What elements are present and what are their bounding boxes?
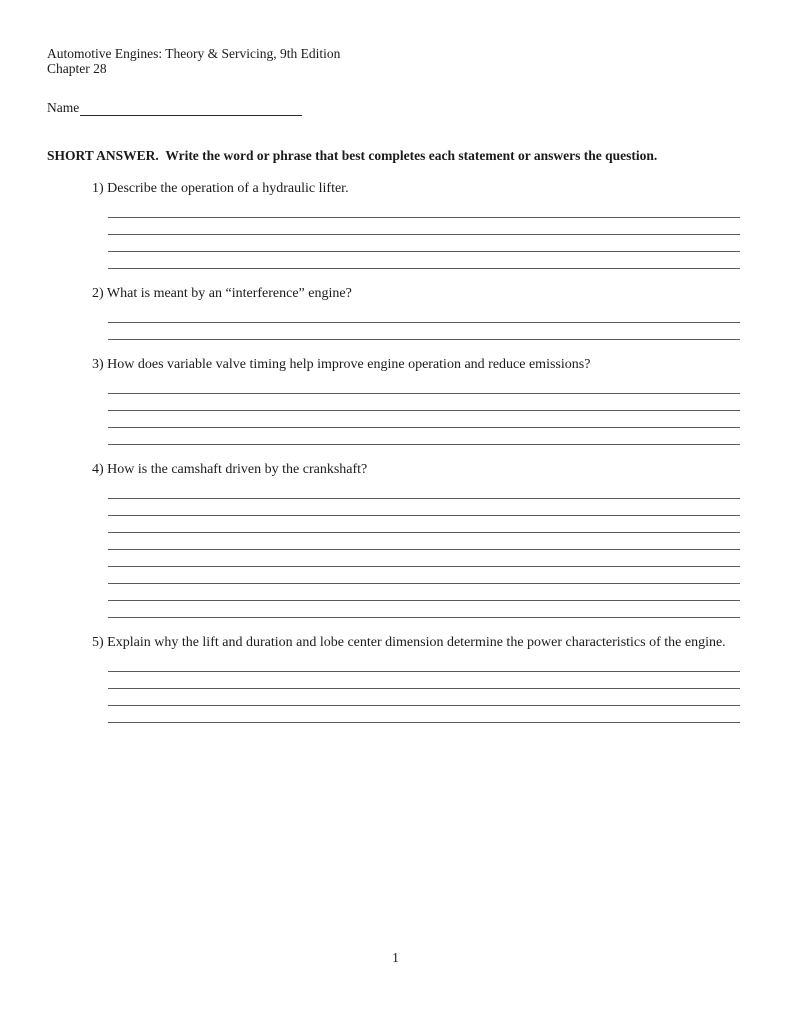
answer-blank-line <box>108 323 740 340</box>
document-header <box>47 46 742 76</box>
chapter-label: Chapter 28 <box>47 61 107 76</box>
answer-lines <box>108 377 740 445</box>
question-block <box>47 634 742 723</box>
answer-blank-line <box>108 706 740 723</box>
name-row <box>47 100 742 116</box>
answer-blank-line <box>108 306 740 323</box>
answer-lines <box>108 306 740 340</box>
question-block <box>47 356 742 445</box>
questions-list <box>47 180 742 723</box>
question-text: 1) Describe the operation of a hydraulic lifter. <box>92 181 349 196</box>
section-instructions: SHORT ANSWER. Write the word or phrase that best completes each statement or answers the question. <box>47 148 658 163</box>
question-text: 2) What is meant by an “interference” engine? <box>92 286 352 301</box>
answer-blank-line <box>108 655 740 672</box>
answer-blank-line <box>108 482 740 499</box>
answer-blank-line <box>108 533 740 550</box>
answer-blank-line <box>108 411 740 428</box>
answer-blank-line <box>108 201 740 218</box>
page-number: 1 <box>392 950 399 965</box>
answer-blank-line <box>108 218 740 235</box>
question-text: 4) How is the camshaft driven by the crankshaft? <box>92 462 368 477</box>
question-text: 3) How does variable valve timing help improve engine operation and reduce emissions? <box>92 357 591 372</box>
question-block <box>47 285 742 340</box>
question-text: 5) Explain why the lift and duration and lobe center dimension determine the power characteristics of the engine. <box>92 635 726 650</box>
question-block <box>47 461 742 618</box>
answer-blank-line <box>108 584 740 601</box>
answer-blank-line <box>108 516 740 533</box>
answer-blank-line <box>108 377 740 394</box>
answer-lines <box>108 201 740 269</box>
name-blank-line <box>80 101 302 116</box>
name-label: Name <box>47 100 80 115</box>
book-title: Automotive Engines: Theory & Servicing, 9th Edition <box>47 46 341 61</box>
answer-blank-line <box>108 689 740 706</box>
answer-blank-line <box>108 499 740 516</box>
answer-blank-line <box>108 428 740 445</box>
answer-blank-line <box>108 394 740 411</box>
answer-blank-line <box>108 252 740 269</box>
answer-blank-line <box>108 550 740 567</box>
answer-blank-line <box>108 601 740 618</box>
answer-lines <box>108 482 740 618</box>
answer-lines <box>108 655 740 723</box>
answer-blank-line <box>108 235 740 252</box>
answer-blank-line <box>108 672 740 689</box>
answer-blank-line <box>108 567 740 584</box>
question-block <box>47 180 742 269</box>
